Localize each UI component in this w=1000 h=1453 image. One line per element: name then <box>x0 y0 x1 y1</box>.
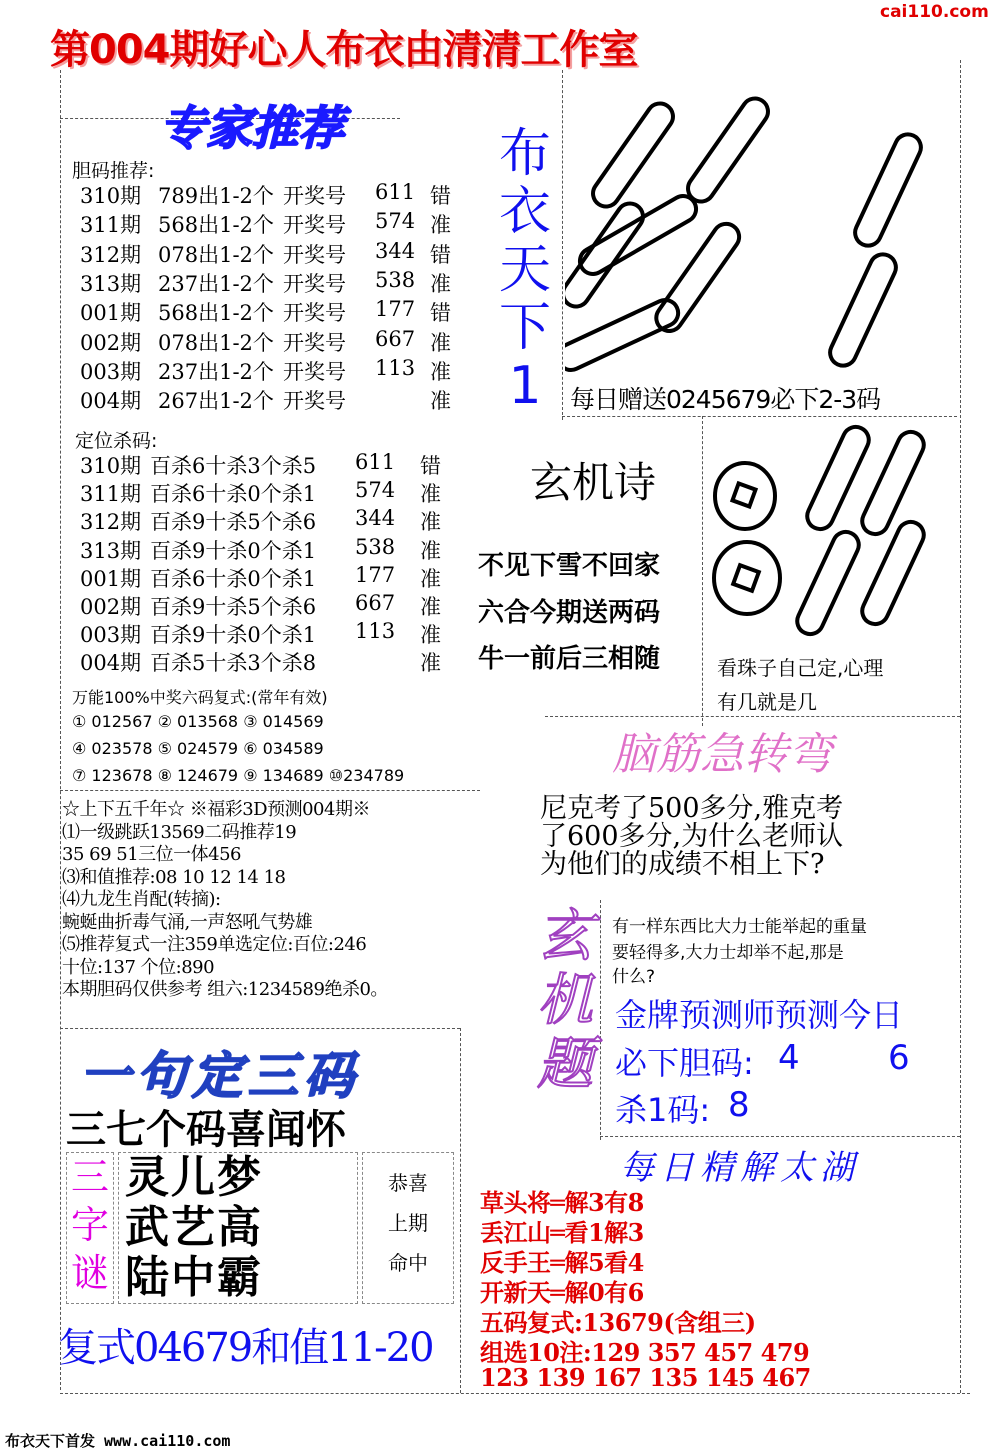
xuanji-question: 要轻得多,大力士却举不起,那是 <box>612 943 844 963</box>
buyi-char: 布 <box>498 124 551 184</box>
dan-label: 开奖号 <box>283 389 346 414</box>
daily-gift: 每日赠送0245679必下2-3码 <box>570 385 881 414</box>
xuanji-question: 有一样东西比大力士能举起的重量 <box>612 917 867 937</box>
riddle-label: 三 <box>70 1155 109 1199</box>
dan-period: 001期 <box>80 301 142 326</box>
kill-num: 538 <box>355 534 396 559</box>
kill-num: 113 <box>355 619 396 644</box>
beads-illustration <box>705 418 955 648</box>
kill-pick: 百杀9十杀0个杀1 <box>150 623 317 648</box>
dan-result: 准 <box>430 271 451 296</box>
taihu-line: 草头将═解3有8 <box>480 1188 644 1217</box>
riddle-line: 陆中霸 <box>125 1252 263 1303</box>
kill-pick: 百杀6十杀0个杀1 <box>150 482 317 507</box>
brain-heading: 脑筋急转弯 <box>612 729 832 780</box>
dan-label: 开奖号 <box>283 330 346 355</box>
congrats-line: 上期 <box>388 1211 428 1235</box>
brain-question: 为他们的成绩不相上下? <box>540 849 825 880</box>
dan-label: 开奖号 <box>283 359 346 384</box>
six-code-line: ① 012567 ② 013568 ③ 014569 <box>72 712 324 731</box>
dan-result: 准 <box>430 389 451 414</box>
kill-label: 定位杀码: <box>75 430 158 452</box>
history-line: ⑷九龙生肖配(转摘): <box>62 889 221 910</box>
digit-illustration <box>565 70 955 415</box>
history-line: ⑴一级跳跃13569二码推荐19 <box>62 821 297 843</box>
dan-period: 002期 <box>80 330 142 355</box>
kill-period: 310期 <box>80 454 142 478</box>
poem-line: 牛一前后三相随 <box>478 644 661 674</box>
kill-period: 003期 <box>80 623 142 648</box>
riddle-line: 灵儿梦 <box>125 1152 263 1203</box>
buyi-char: 下 <box>498 298 551 358</box>
compound-bet: 复式04679和值11-20 <box>58 1325 433 1371</box>
six-code-title: 万能100%中奖六码复式:(常年有效) <box>72 688 328 707</box>
kill-result: 准 <box>420 510 441 535</box>
page-title: 第004期好心人布衣由清清工作室 <box>50 27 638 73</box>
dan-num: 344 <box>375 238 416 263</box>
dan-label: 开奖号 <box>283 301 346 326</box>
dan-result: 准 <box>430 213 451 238</box>
kill-period: 313期 <box>80 538 142 563</box>
kill-code-num: 8 <box>728 1085 750 1125</box>
history-line: 本期胆码仅供参考 组六:1234589绝杀0。 <box>62 979 388 1000</box>
buyi-char: 1 <box>508 356 542 416</box>
kill-result: 准 <box>420 595 441 619</box>
dan-pick: 237出1-2个 <box>158 359 274 384</box>
kill-result: 准 <box>420 651 441 676</box>
kill-result: 准 <box>420 566 441 591</box>
dan-num: 611 <box>375 180 416 204</box>
kill-period: 004期 <box>80 651 142 676</box>
dan-period: 310期 <box>80 184 142 208</box>
taihu-line: 组选10注:129 357 457 479 <box>480 1338 810 1367</box>
dan-result: 准 <box>430 359 451 384</box>
dan-period: 311期 <box>80 213 142 238</box>
congrats-line: 命中 <box>388 1251 428 1275</box>
dan-result: 准 <box>430 330 451 355</box>
dan-num: 667 <box>375 326 416 351</box>
dan-result: 错 <box>430 184 451 208</box>
kill-pick: 百杀9十杀0个杀1 <box>150 538 317 563</box>
dan-pick: 568出1-2个 <box>158 301 274 326</box>
kill-pick: 百杀5十杀3个杀8 <box>150 651 317 676</box>
riddle-box <box>66 1152 114 1304</box>
dan-period: 004期 <box>80 389 142 414</box>
six-code-line: ⑦ 123678 ⑧ 124679 ⑨ 134689 ⑩234789 <box>72 766 405 785</box>
riddle-label: 谜 <box>70 1251 109 1295</box>
one-sentence-heading: 一句定三码 <box>80 1046 360 1105</box>
taihu-line: 123 139 167 135 145 467 <box>480 1363 811 1392</box>
poem-note: 看珠子自己定,心理 <box>717 656 884 680</box>
dan-pick: 267出1-2个 <box>158 389 274 414</box>
kill-result: 准 <box>420 623 441 648</box>
kill-period: 312期 <box>80 510 142 535</box>
kill-pick: 百杀6十杀0个杀1 <box>150 566 317 591</box>
history-line: 十位:137 个位:890 <box>62 956 215 978</box>
dan-pick: 078出1-2个 <box>158 330 274 355</box>
kill-num: 611 <box>355 450 396 474</box>
kill-num: 667 <box>355 591 396 615</box>
poem-title: 玄机诗 <box>530 458 657 507</box>
kill-pick: 百杀9十杀5个杀6 <box>150 595 317 619</box>
congrats-line: 恭喜 <box>388 1171 428 1195</box>
kill-pick: 百杀9十杀5个杀6 <box>150 510 317 535</box>
kill-code-label: 杀1码: <box>615 1091 711 1129</box>
kill-period: 311期 <box>80 482 142 507</box>
kill-result: 准 <box>420 538 441 563</box>
dan-num: 177 <box>375 297 416 322</box>
kill-period: 001期 <box>80 566 142 591</box>
dan-label: 开奖号 <box>283 184 346 208</box>
congrats-box <box>362 1152 454 1304</box>
gold-title: 金牌预测师预测今日 <box>615 996 904 1034</box>
dan-period: 313期 <box>80 271 142 296</box>
history-line: ⑶和值推荐:08 10 12 14 18 <box>62 866 286 888</box>
brain-question: 了600多分,为什么老师认 <box>540 821 844 852</box>
xuanji-char: 题 <box>537 1032 593 1097</box>
history-line: 35 69 51三位一体456 <box>62 844 242 865</box>
site-logo[interactable]: cai110.com <box>880 2 989 22</box>
history-line: ☆上下五千年☆ ※福彩3D预测004期※ <box>62 799 370 820</box>
dan-period: 312期 <box>80 242 142 267</box>
dan-label: 开奖号 <box>283 213 346 238</box>
taihu-line: 开新天═解0有6 <box>480 1278 644 1307</box>
dan-label: 胆码推荐: <box>72 160 155 182</box>
poem-note: 有几就是几 <box>717 690 817 714</box>
dan-code-label: 必下胆码: <box>615 1044 754 1082</box>
riddle-line: 武艺高 <box>125 1202 263 1253</box>
dan-code-b: 6 <box>888 1038 910 1078</box>
taihu-line: 五码复式:13679(含组三) <box>480 1308 756 1337</box>
expert-heading: 专家推荐 <box>160 101 344 155</box>
kill-pick: 百杀6十杀3个杀5 <box>150 454 317 478</box>
kill-num: 344 <box>355 506 396 531</box>
dan-num: 113 <box>375 355 416 380</box>
history-line: ⑸推荐复式一注359单选定位:百位:246 <box>62 934 367 955</box>
xuanji-char: 玄 <box>537 904 593 969</box>
history-line: 蜿蜒曲折毒气涌,一声怒吼气势雄 <box>62 911 313 933</box>
brain-question: 尼克考了500多分,雅克考 <box>540 793 844 824</box>
kill-result: 错 <box>420 454 441 478</box>
riddle-answers <box>118 1152 358 1304</box>
dan-num: 574 <box>375 209 416 234</box>
dan-period: 003期 <box>80 359 142 384</box>
dan-label: 开奖号 <box>283 271 346 296</box>
dan-result: 错 <box>430 242 451 267</box>
poem-line: 不见下雪不回家 <box>478 551 661 581</box>
buyi-char: 衣 <box>498 182 551 242</box>
kill-num: 177 <box>355 562 396 587</box>
dan-pick: 078出1-2个 <box>158 242 274 267</box>
taihu-heading: 每日精解太湖 <box>620 1148 860 1188</box>
kill-result: 准 <box>420 482 441 507</box>
dan-pick: 568出1-2个 <box>158 213 274 238</box>
kill-num: 574 <box>355 478 396 503</box>
one-sentence-phrase: 三七个码喜闻怀 <box>66 1107 346 1153</box>
poem-line: 六合今期送两码 <box>478 598 661 628</box>
footer-text: 布衣天下首发 www.cai110.com <box>5 1432 231 1450</box>
dan-code-a: 4 <box>778 1038 800 1078</box>
taihu-line: 丢江山═看1解3 <box>480 1218 644 1247</box>
xuanji-vertical <box>535 905 595 1097</box>
dan-result: 错 <box>430 301 451 326</box>
dan-pick: 789出1-2个 <box>158 184 274 208</box>
dan-label: 开奖号 <box>283 242 346 267</box>
kill-period: 002期 <box>80 595 142 619</box>
buyi-vertical <box>495 125 555 415</box>
six-code-line: ④ 023578 ⑤ 024579 ⑥ 034589 <box>72 739 324 758</box>
riddle-label: 字 <box>70 1203 109 1247</box>
dan-pick: 237出1-2个 <box>158 271 274 296</box>
xuanji-char: 机 <box>537 968 593 1033</box>
dan-num: 538 <box>375 267 416 292</box>
buyi-char: 天 <box>498 240 551 300</box>
taihu-line: 反手王═解5看4 <box>480 1248 644 1277</box>
xuanji-question: 什么? <box>612 967 656 987</box>
